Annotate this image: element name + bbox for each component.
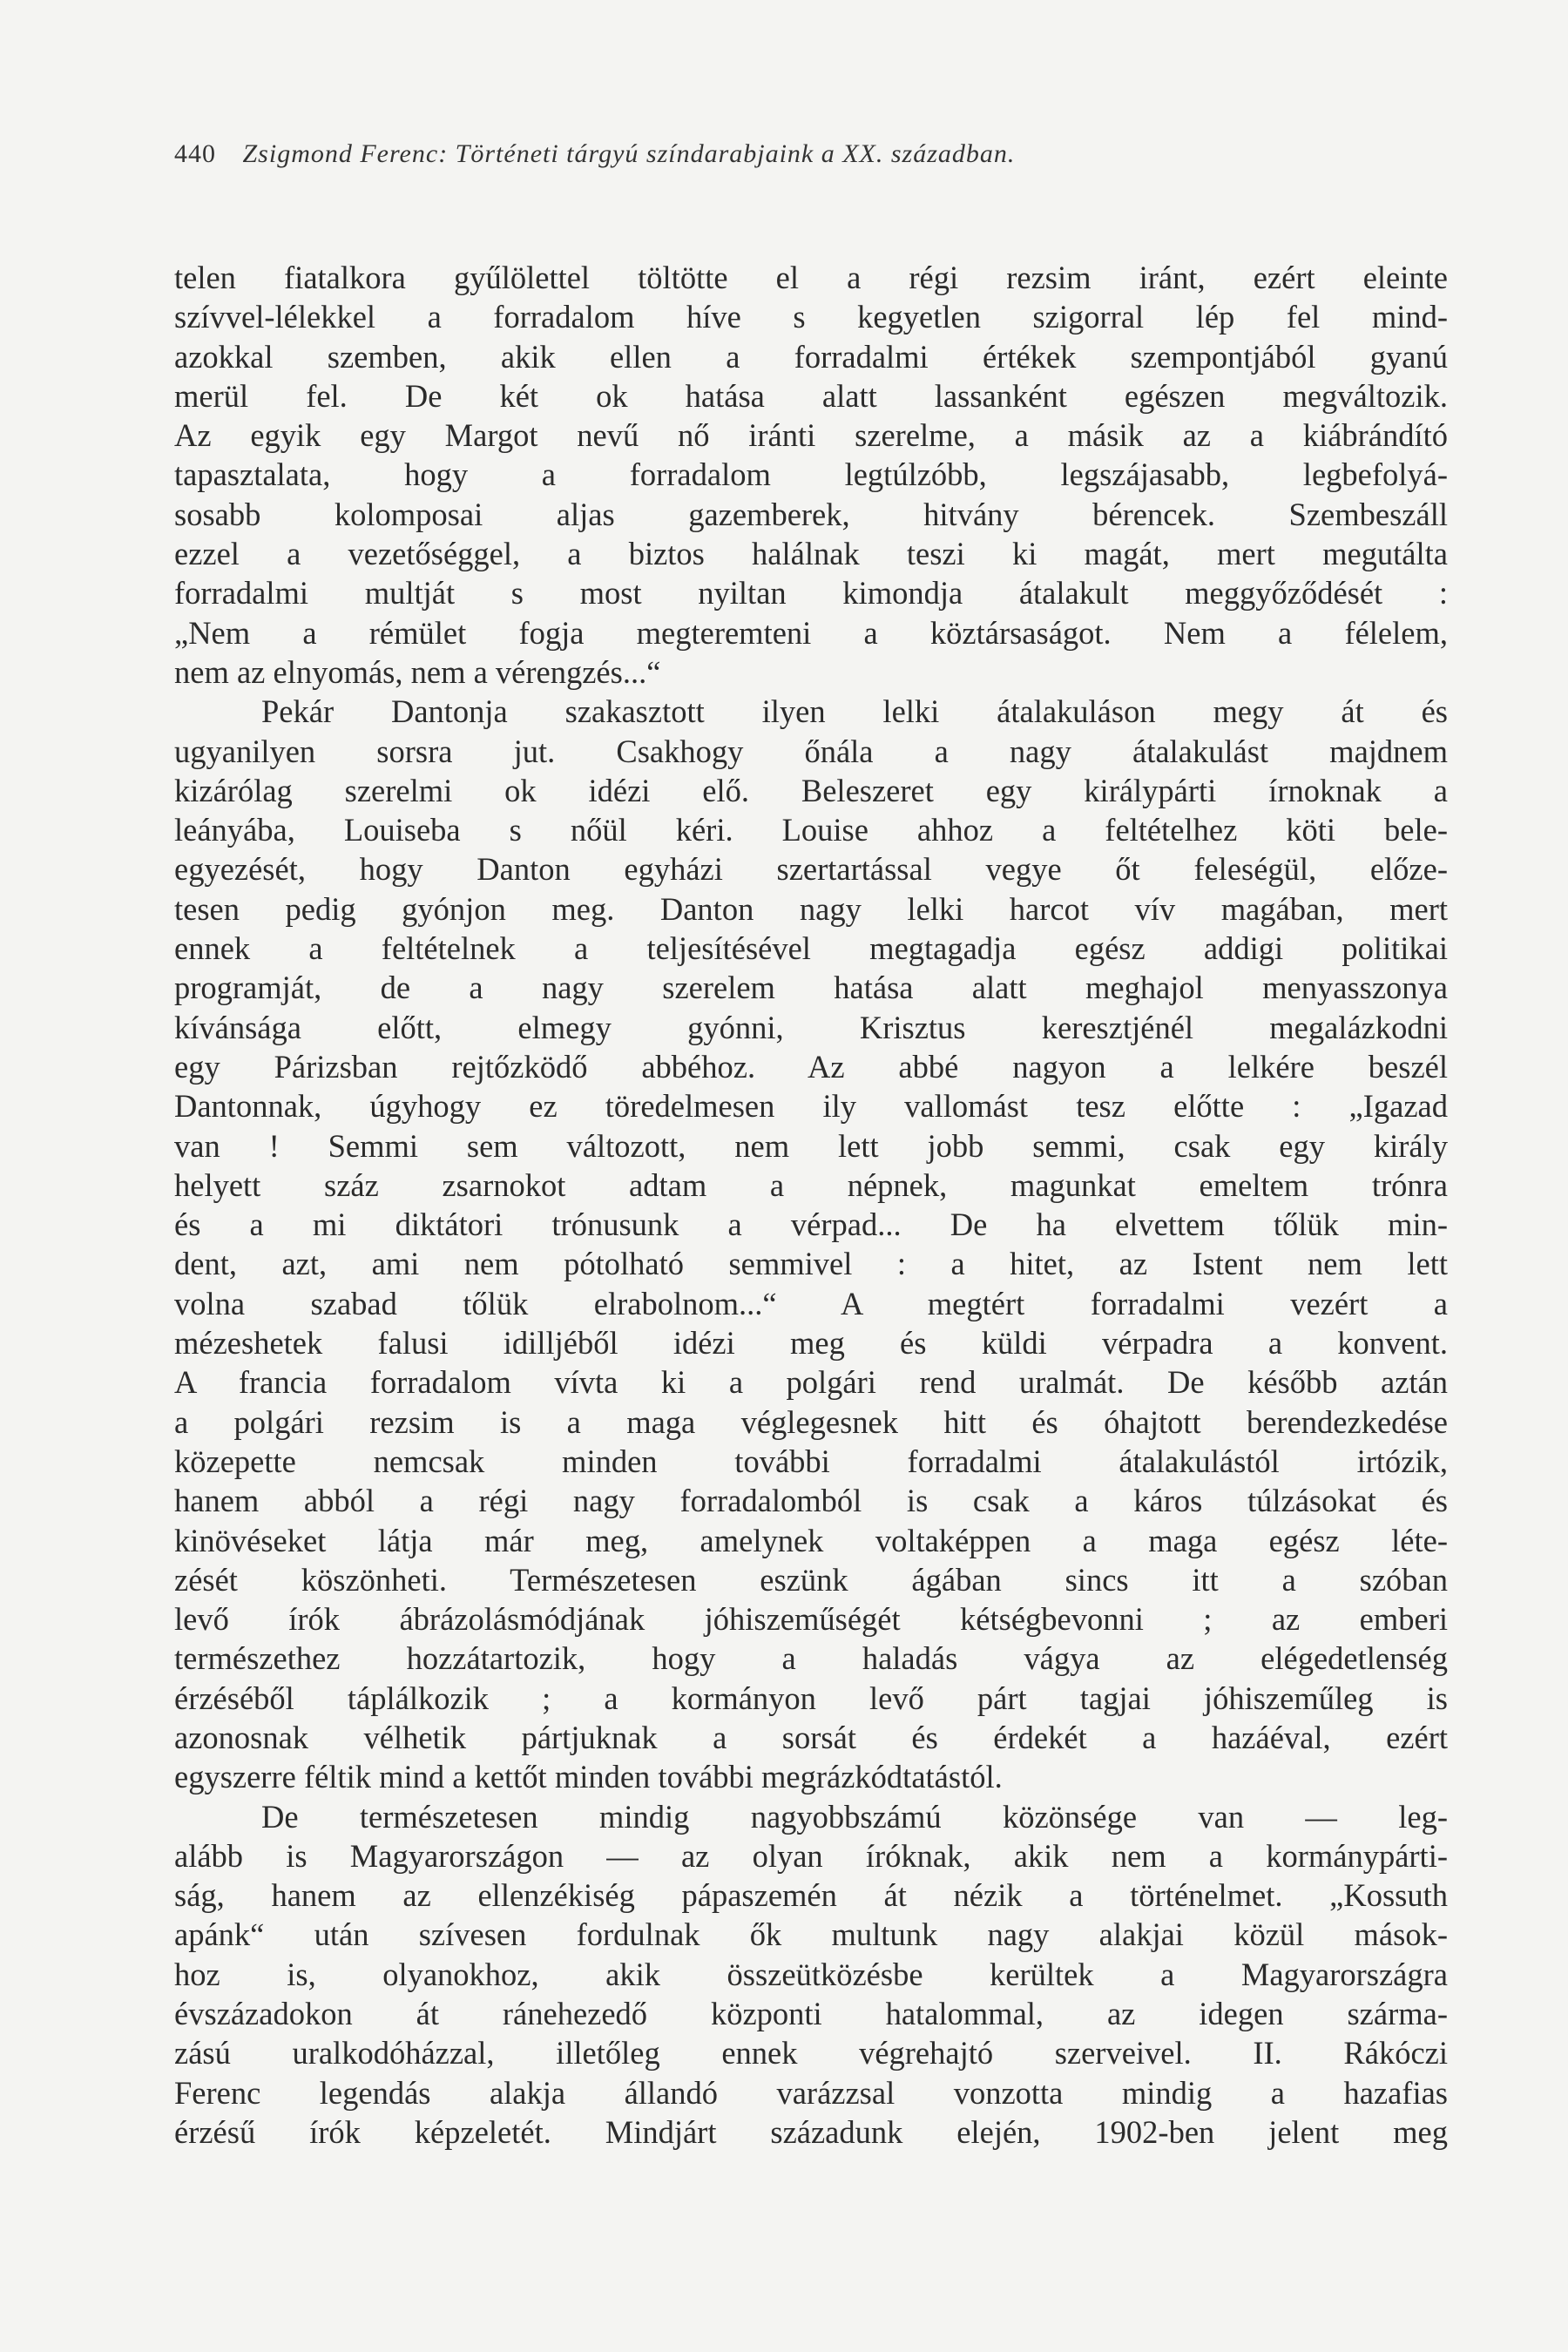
text-line: kizárólag szerelmi ok idézi elő. Beleszeret egy királypárti írnoknak a [174,772,1448,808]
text-line: érzéséből táplálkozik ; a kormányon levő párt tagjai jóhiszeműleg is [174,1680,1448,1716]
text-line: telen fiatalkora gyűlölettel töltötte el a régi rezsim iránt, ezért eleinte [174,260,1448,295]
text-line: zését köszönheti. Természetesen eszünk ágában sincs itt a szóban [174,1561,1448,1598]
text-line: apánk“ után szívesen fordulnak ők multunk nagy alakjai közül mások- [174,1916,1448,1953]
text-line: kinövéseket látja már meg, amelynek voltaképpen a maga egész léte- [174,1522,1448,1558]
text-line: levő írók ábrázolásmódjának jóhiszeműségét kétségbevonni ; az emberi [174,1601,1448,1638]
text-line: Dantonnak, úgyhogy ez töredelmesen ily vallomást tesz előtte : „Igazad [174,1088,1448,1125]
text-line: Ferenc legendás alakja állandó varázzsal vonzotta mindig a hazafias [174,2074,1448,2111]
text-line: egyezését, hogy Danton egyházi szertartással vegye őt feleségül, előze- [174,851,1448,888]
text-line: Az egyik egy Margot nevű nő iránti szerelme, a másik az a kiábrándító [174,417,1448,454]
running-head [174,139,1446,169]
text-line: közepette nemcsak minden további forradalmi átalakulástól irtózik, [174,1443,1448,1479]
text-line: alább is Magyarországon — az olyan íróknak, akik nem a kormánypárti- [174,1837,1448,1874]
text-line: „Nem a rémület fogja megteremteni a köztársaságot. Nem a félelem, [174,614,1448,651]
text-line: nem az elnyomás, nem a vérengzés...“ [174,653,661,690]
text-line: azokkal szemben, akik ellen a forradalmi értékek szempontjából gyanú [174,338,1448,375]
text-line: a polgári rezsim is a maga véglegesnek hitt és óhajtott berendezkedése [174,1403,1448,1440]
text-line: volna szabad tőlük elrabolnom...“ A megtért forradalmi vezért a [174,1285,1448,1321]
text-line: zású uralkodóházzal, illetőleg ennek végrehajtó szerveivel. II. Rákóczi [174,2035,1448,2072]
paragraph-start-line: De természetesen mindig nagyobbszámú közönsége van — leg- [261,1798,1448,1835]
text-line: és a mi diktátori trónusunk a vérpad... De ha elvettem tőlük min- [174,1206,1448,1243]
body-text [174,258,1448,2152]
text-line: forradalmi multját s most nyiltan kimondja átalakult meggyőződését : [174,575,1448,612]
text-line: azonosnak vélhetik pártjuknak a sorsát és érdekét a hazáéval, ezért [174,1719,1448,1755]
text-line: kívánsága előtt, elmegy gyónni, Krisztus keresztjénél megalázkodni [174,1009,1448,1045]
text-line: ugyanilyen sorsra jut. Csakhogy őnála a nagy átalakulást majdnem [174,733,1448,769]
text-line: tapasztalata, hogy a forradalom legtúlzóbb, legszájasabb, legbefolyá- [174,456,1448,493]
text-line: van ! Semmi sem változott, nem lett jobb semmi, csak egy király [174,1127,1448,1164]
text-line: merül fel. De két ok hatása alatt lassanként egészen megváltozik. [174,377,1448,414]
text-line: egyszerre féltik mind a kettőt minden további megrázkódtatástól. [174,1759,1003,1795]
text-line: A francia forradalom vívta ki a polgári rend uralmát. De később aztán [174,1364,1448,1401]
text-line: programját, de a nagy szerelem hatása alatt meghajol menyasszonya [174,970,1448,1006]
text-line: ság, hanem az ellenzékiség pápaszemén át nézik a történelmet. „Kossuth [174,1877,1448,1914]
running-title: Zsigmond Ferenc: Történeti tárgyú színdarabjaink a XX. században. [242,139,1016,168]
text-line: helyett száz zsarnokot adtam a népnek, magunkat emeltem trónra [174,1166,1448,1203]
text-line: szívvel-lélekkel a forradalom híve s kegyetlen szigorral lép fel mind- [174,299,1448,335]
text-line: ennek a feltételnek a teljesítésével megtagadja egész addigi politikai [174,930,1448,967]
text-line: hoz is, olyanokhoz, akik összeütközésbe kerültek a Magyarországra [174,1956,1448,1992]
text-line: dent, azt, ami nem pótolható semmivel : a hitet, az Istent nem lett [174,1246,1448,1282]
text-line: hanem abból a régi nagy forradalomból is csak a káros túlzásokat és [174,1483,1448,1519]
text-line: mézeshetek falusi idilljéből idézi meg és küldi vérpadra a konvent. [174,1325,1448,1362]
page-number: 440 [174,139,216,168]
text-line: érzésű írók képzeletét. Mindjárt századunk elején, 1902-ben jelent meg [174,2113,1448,2150]
paragraph-start-line: Pekár Dantonja szakasztott ilyen lelki átalakuláson megy át és [261,693,1448,730]
text-line: leányába, Louiseba s nőül kéri. Louise ahhoz a feltételhez köti bele- [174,812,1448,848]
text-line: sosabb kolomposai aljas gazemberek, hitvány bérencek. Szembeszáll [174,496,1448,532]
text-line: természethez hozzátartozik, hogy a haladás vágya az elégedetlenség [174,1640,1448,1677]
text-line: egy Párizsban rejtőzködő abbéhoz. Az abbé nagyon a lelkére beszél [174,1048,1448,1085]
text-line: tesen pedig gyónjon meg. Danton nagy lelki harcot vív magában, mert [174,890,1448,927]
text-line: évszázadokon át ránehezedő központi hatalommal, az idegen szárma- [174,1996,1448,2032]
text-line: ezzel a vezetőséggel, a biztos halálnak teszi ki magát, mert megutálta [174,536,1448,572]
